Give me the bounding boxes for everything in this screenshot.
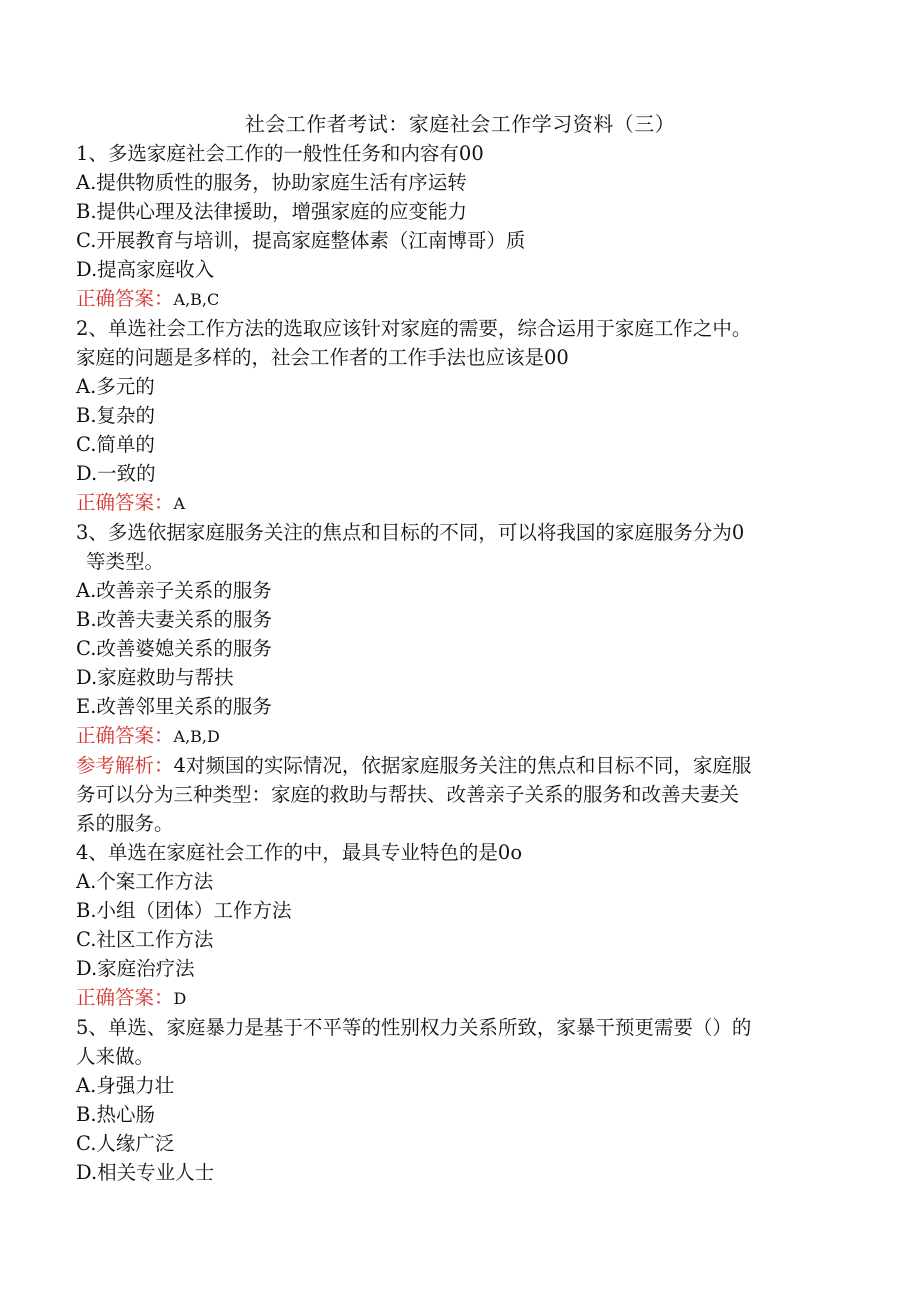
question-stem-continued: 家庭的问题是多样的，社会工作者的工作手法也应该是00	[76, 346, 569, 369]
question-1	[76, 139, 836, 314]
question-stem-continued: 人来做。	[76, 1045, 155, 1068]
analysis-label: 参考解析：	[76, 754, 174, 777]
question-stem: 5、单选、家庭暴力是基于不平等的性别权力关系所致，家暴干预更需要（）的	[76, 1016, 752, 1039]
question-5	[76, 1013, 836, 1187]
option: D.提高家庭收入	[76, 258, 215, 281]
option: C.社区工作方法	[76, 928, 214, 951]
answer-value: A,B,D	[173, 727, 220, 746]
answer-value: A,B,C	[173, 290, 220, 309]
question-stem: 3、多选依据家庭服务关注的焦点和目标的不同，可以将我国的家庭服务分为0	[76, 521, 745, 544]
answer-line	[76, 488, 836, 518]
option: A.个案工作方法	[76, 870, 214, 893]
answer-label: 正确答案：	[76, 287, 174, 310]
answer-line	[76, 284, 836, 314]
option: B.热心肠	[76, 1103, 156, 1126]
option: B.提供心理及法律援助，增强家庭的应变能力	[76, 200, 468, 223]
option: A.多元的	[76, 375, 155, 398]
analysis-text: 系的服务。	[76, 812, 174, 835]
answer-value: A	[173, 494, 186, 513]
answer-line	[76, 983, 836, 1013]
question-3	[76, 518, 836, 838]
answer-label: 正确答案：	[76, 491, 174, 514]
option: A.改善亲子关系的服务	[76, 579, 272, 602]
option: A.提供物质性的服务，协助家庭生活有序运转	[76, 171, 467, 194]
question-stem-continued: 等类型。	[86, 550, 165, 573]
option: B.小组（团体）工作方法	[76, 899, 292, 922]
answer-label: 正确答案：	[76, 724, 174, 747]
option: C.人缘广泛	[76, 1132, 175, 1155]
option: A.身强力壮	[76, 1074, 175, 1097]
question-stem: 4、单选在家庭社会工作的中，最具专业特色的是0o	[76, 841, 523, 864]
document-title: 社会工作者考试：家庭社会工作学习资料（三）	[244, 112, 676, 136]
answer-line	[76, 721, 836, 751]
analysis-line	[76, 751, 836, 780]
option: D.相关专业人士	[76, 1161, 215, 1184]
option: C.开展教育与培训，提高家庭整体素（江南博哥）质	[76, 229, 526, 252]
question-4	[76, 838, 836, 1013]
option: D.家庭治疗法	[76, 957, 195, 980]
option: B.改善夫妻关系的服务	[76, 608, 273, 631]
option: E.改善邻里关系的服务	[76, 695, 272, 718]
answer-label: 正确答案：	[76, 986, 174, 1009]
document-body	[76, 139, 836, 1187]
option: B.复杂的	[76, 404, 156, 427]
question-2	[76, 314, 836, 518]
question-stem: 1、多选家庭社会工作的一般性任务和内容有00	[76, 142, 484, 165]
analysis-text: 务可以分为三种类型：家庭的救助与帮扶、改善亲子关系的服务和改善夫妻关	[76, 783, 740, 806]
question-stem: 2、单选社会工作方法的选取应该针对家庭的需要，综合运用于家庭工作之中。	[76, 317, 752, 340]
option: D.一致的	[76, 462, 156, 485]
analysis-text: 4对频国的实际情况，依据家庭服务关注的焦点和目标不同，家庭服	[173, 754, 752, 777]
option: C.改善婆媳关系的服务	[76, 637, 272, 660]
answer-value: D	[173, 989, 187, 1008]
option: D.家庭救助与帮扶	[76, 666, 234, 689]
option: C.简单的	[76, 433, 155, 456]
